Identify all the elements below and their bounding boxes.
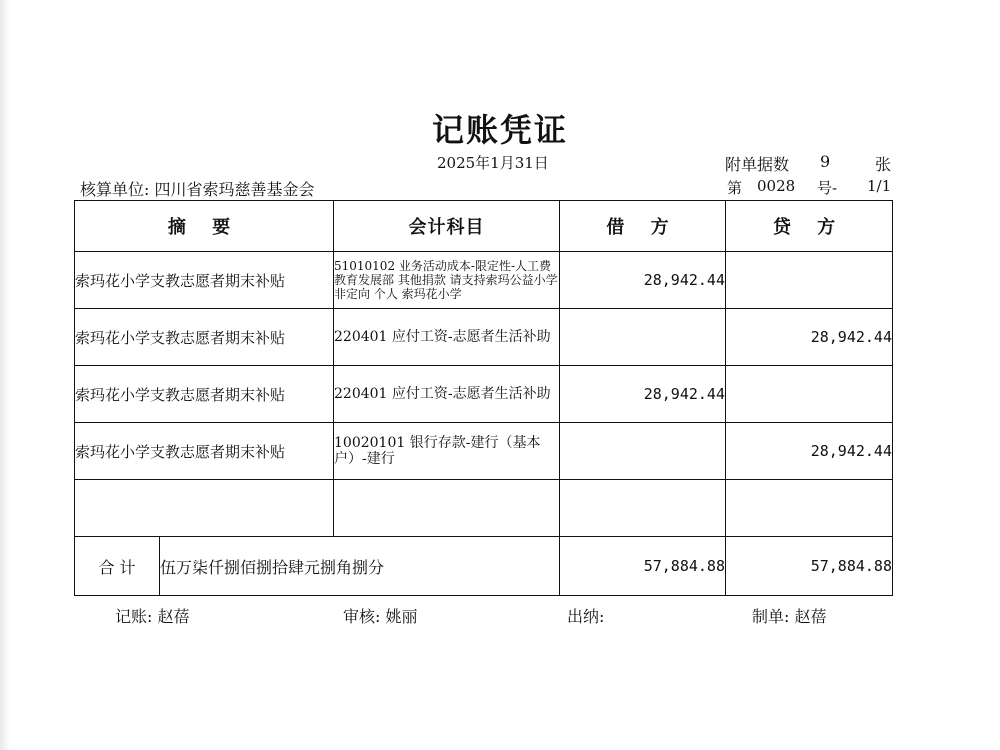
total-cell <box>75 537 560 596</box>
total-debit: 57,884.88 <box>560 537 726 596</box>
voucher-number-value: 0028 <box>757 177 796 195</box>
header-credit: 贷 方 <box>726 201 893 252</box>
accounting-unit-name: 四川省索玛慈善基金会 <box>154 180 315 199</box>
row-summary: 索玛花小学支教志愿者期末补贴 <box>75 423 334 480</box>
footer-preparer: 制单: 赵蓓 <box>752 607 827 626</box>
attachments-unit: 张 <box>875 155 892 174</box>
row-credit: 28,942.44 <box>726 423 893 480</box>
footer-cashier: 出纳: <box>567 607 605 626</box>
accounting-unit-label: 核算单位: <box>80 180 150 199</box>
table-row <box>75 366 893 423</box>
row-debit <box>560 309 726 366</box>
row-subject: 220401 应付工资-志愿者生活补助 <box>334 366 560 423</box>
table-row <box>75 309 893 366</box>
row-subject: 51010102 业务活动成本-限定性-人工费 教育发展部 其他捐款 请支持索玛公益小学 非定向 个人 索玛花小学 <box>334 252 560 309</box>
footer-bookkeeper: 记账: 赵蓓 <box>115 607 190 626</box>
total-credit: 57,884.88 <box>726 537 893 596</box>
voucher-page: 1/1 <box>867 177 892 195</box>
row-subject: 220401 应付工资-志愿者生活补助 <box>334 309 560 366</box>
voucher-table <box>74 200 893 596</box>
table-row-blank <box>75 480 893 537</box>
table-row <box>75 252 893 309</box>
row-credit <box>726 252 893 309</box>
footer-reviewer: 审核: 姚丽 <box>343 607 418 626</box>
row-debit <box>560 423 726 480</box>
row-credit <box>726 366 893 423</box>
voucher-suffix: 号- <box>817 179 838 197</box>
row-credit: 28,942.44 <box>726 309 893 366</box>
header-summary: 摘 要 <box>75 201 334 252</box>
total-amount-words: 伍万柒仟捌佰捌拾肆元捌角捌分 <box>160 557 385 577</box>
voucher-date: 2025年1月31日 <box>437 154 549 172</box>
row-subject: 10020101 银行存款-建行（基本户）-建行 <box>334 423 560 480</box>
total-row <box>75 537 893 596</box>
table-header-row <box>75 201 893 252</box>
header-debit: 借 方 <box>560 201 726 252</box>
row-debit: 28,942.44 <box>560 252 726 309</box>
voucher-prefix: 第 <box>727 179 743 197</box>
header-subject: 会计科目 <box>334 201 560 252</box>
attachments-info <box>725 152 895 175</box>
total-label: 合 计 <box>75 537 160 595</box>
row-summary: 索玛花小学支教志愿者期末补贴 <box>75 252 334 309</box>
row-summary: 索玛花小学支教志愿者期末补贴 <box>75 309 334 366</box>
table-row <box>75 423 893 480</box>
page-title: 记账凭证 <box>431 111 568 149</box>
accounting-unit <box>80 177 315 200</box>
row-debit: 28,942.44 <box>560 366 726 423</box>
attachments-count: 9 <box>820 152 831 171</box>
voucher-number <box>727 177 897 198</box>
row-summary: 索玛花小学支教志愿者期末补贴 <box>75 366 334 423</box>
attachments-label: 附单据数 <box>725 155 790 174</box>
